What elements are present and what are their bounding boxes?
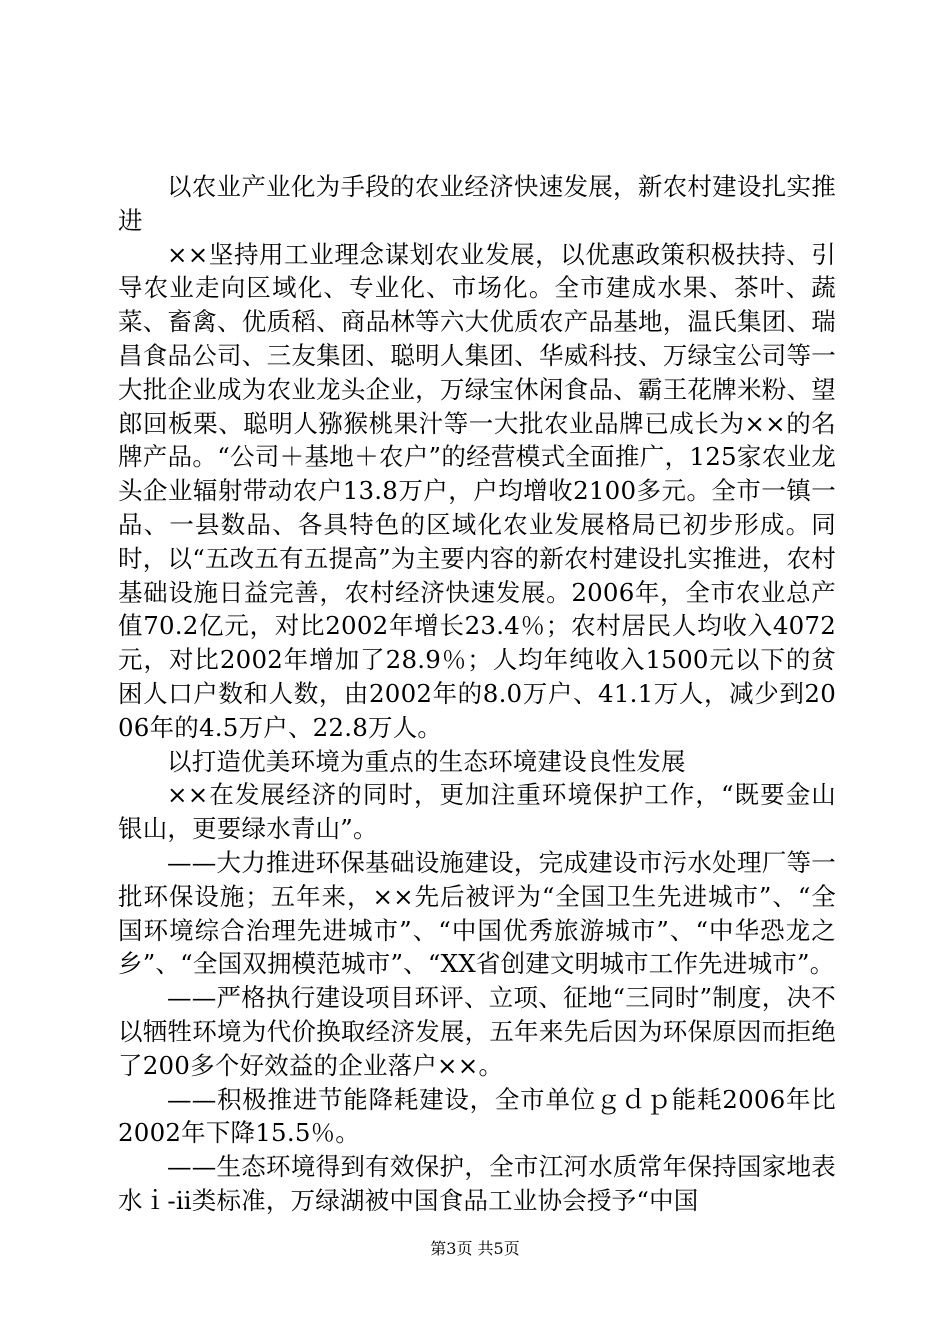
- heading-ecology: 以打造优美环境为重点的生态环境建设良性发展: [167, 746, 686, 776]
- paragraph-infrastructure: ——大力推进环保基础设施建设，完成建设市污水处理厂等一批环保设施；五年来，××先后被评为“全国卫生先进城市”、“全国环境综合治理先进城市”、“中国优秀旅游城市”、“中华恐龙之乡”、“全国双拥模范城市”、“XX省创建文明城市工作先进城市”。: [118, 847, 836, 979]
- paragraph-protection: ——生态环境得到有效保护，全市江河水质常年保持国家地表水ｉ-ⅱ类标准，万绿湖被中国食品工业协会授予“中国: [118, 1152, 836, 1215]
- heading-agriculture: 以农业产业化为手段的农业经济快速发展，新农村建设扎实推进: [118, 172, 836, 235]
- paragraph-energy: ——积极推进节能降耗建设，全市单位ｇｄｐ能耗2006年比2002年下降15.5％。: [118, 1084, 836, 1148]
- document-body: [118, 170, 836, 1218]
- paragraph-ecology-intro: ××在发展经济的同时，更加注重环境保护工作，“既要金山银山，更要绿水青山”。: [118, 780, 836, 844]
- paragraph-assessment: ——严格执行建设项目环评、立项、征地“三同时”制度，决不以牺牲环境为代价换取经济发展，五年来先后因为环保原因而拒绝了200多个好效益的企业落户××。: [118, 983, 836, 1080]
- paragraph-agriculture: ××坚持用工业理念谋划农业发展，以优惠政策积极扶持、引导农业走向区域化、专业化、市场化。全市建成水果、茶叶、蔬菜、畜禽、优质稻、商品林等六大优质农产品基地，温氏集团、瑞昌食品公司、三友集团、聪明人集团、华威科技、万绿宝公司等一大批企业成为农业龙头企业，万绿宝休闲食品、霸王花牌米粉、望郎回板栗、聪明人猕猴桃果汁等一大批农业品牌已成长为××的名牌产品。“公司＋基地＋农户”的经营模式全面推广，125家农业龙头企业辐射带动农户13.8万户，户均增收2100多元。全市一镇一品、一县数品、各具特色的区域化农业发展格局已初步形成。同时，以“五改五有五提高”为主要内容的新农村建设扎实推进，农村基础设施日益完善，农村经济快速发展。2006年，全市农业总产值70.2亿元，对比2002年增长23.4％；农村居民人均收入4072元，对比2002年增加了28.9％；人均年纯收入1500元以下的贫困人口户数和人数，由2002年的8.0万户、41.1万人，减少到2006年的4.5万户、22.8万人。: [118, 239, 836, 742]
- page-footer: 第3页 共5页: [430, 1239, 520, 1258]
